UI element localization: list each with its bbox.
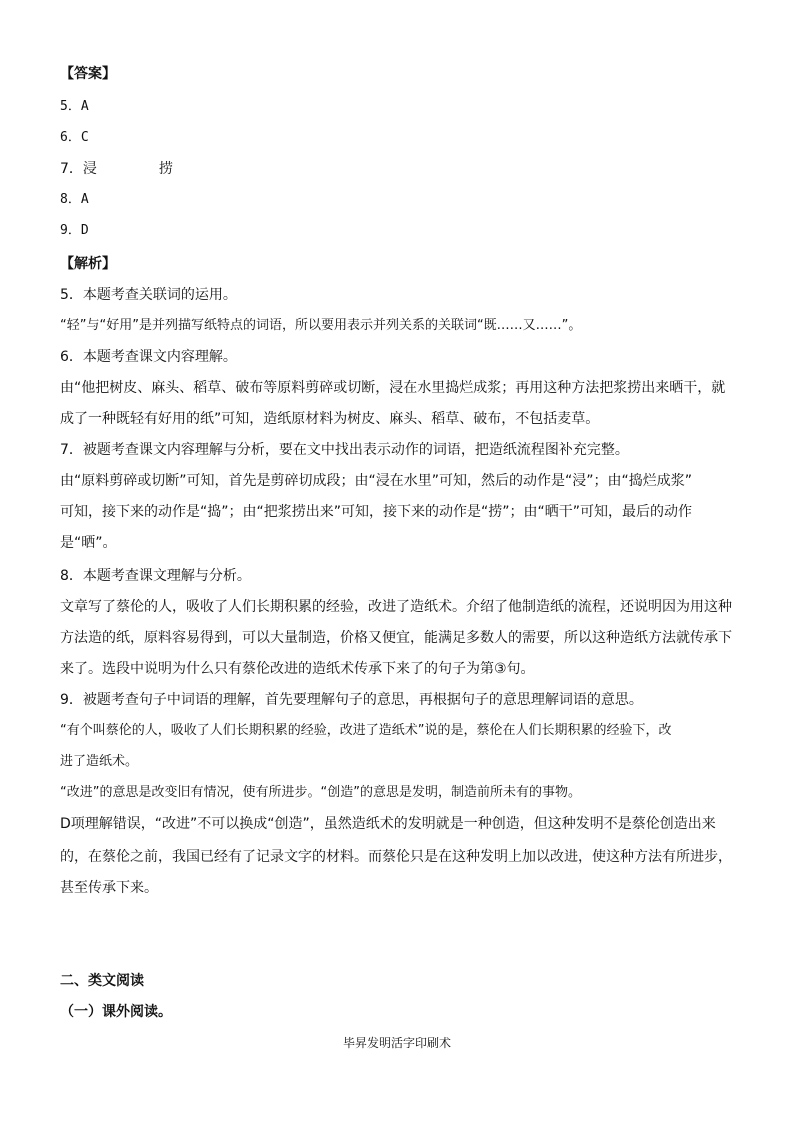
analysis-q9-line6: 甚至传承下来。 (60, 880, 158, 896)
answer-header: 【答案】 (60, 66, 116, 82)
answer-7-first: 7．浸 (60, 161, 97, 177)
answer-9: 9．D (60, 223, 89, 238)
section-2-title: 二、类文阅读 (60, 973, 144, 989)
analysis-q7-line2: 可知，接下来的动作是“捣”；由“把浆捞出来”可知，接下来的动作是“捞”；由“晒干”可知，最后的动作 (60, 504, 693, 520)
answer-7 (60, 159, 173, 179)
analysis-q6-line1: 由“他把树皮、麻头、稻草、破布等原料剪碎或切断，浸在水里捣烂成浆；再用这种方法把浆捞出来晒干，就 (60, 380, 726, 396)
analysis-q8-title: 8．本题考查课文理解与分析。 (60, 568, 251, 584)
analysis-q9-line3: “改进”的意思是改变旧有情况，使有所进步。“创造”的意思是发明，制造前所未有的事物。 (60, 785, 581, 800)
analysis-q8-line1: 文章写了蔡伦的人，吸收了人们长期积累的经验，改进了造纸术。介绍了他制造纸的流程，还说明因为用这种 (60, 599, 732, 615)
analysis-q8-line2: 方法造的纸，原料容易得到，可以大量制造，价格又便宜，能满足多数人的需要，所以这种造纸方法就传承下 (60, 630, 732, 646)
analysis-q9-line5: 的，在蔡伦之前，我国已经有了记录文字的材料。而蔡伦只是在这种发明上加以改进，使这种方法有所进步， (60, 849, 732, 865)
analysis-q9-line2: 进了造纸术。 (60, 754, 139, 769)
answer-7-second: 捞 (158, 161, 173, 177)
analysis-q8-line3: 来了。选段中说明为什么只有蔡伦改进的造纸术传承下来了的句子为第③句。 (60, 661, 535, 677)
analysis-q9-line1: “有个叫蔡伦的人，吸收了人们长期积累的经验，改进了造纸术”说的是，蔡伦在人们长期积累的经验下，改 (60, 723, 672, 738)
answer-6: 6．C (60, 130, 89, 145)
analysis-q6-title: 6．本题考查课文内容理解。 (60, 349, 237, 365)
analysis-q5-body: “轻”与“好用”是并列描写纸特点的词语，所以要用表示并列关系的关联词“既……又……”。 (60, 318, 582, 333)
article-title: 毕昇发明活字印刷术 (342, 1036, 451, 1050)
section-2-subtitle: （一）课外阅读。 (60, 1004, 172, 1020)
answer-8: 8．A (60, 192, 89, 207)
answer-5: 5．A (60, 99, 89, 114)
analysis-q9-title: 9．被题考查句子中词语的理解，首先要理解句子的意思，再根据句子的意思理解词语的意思。 (60, 692, 643, 708)
analysis-q5-title: 5．本题考查关联词的运用。 (60, 287, 237, 303)
analysis-q6-line2: 成了一种既轻有好用的纸”可知，造纸原材料为树皮、麻头、稻草、破布，不包括麦草。 (60, 411, 600, 427)
analysis-header: 【解析】 (60, 256, 116, 272)
analysis-q7-line1: 由“原料剪碎或切断”可知，首先是剪碎切成段；由“浸在水里”可知，然后的动作是“浸”；由“捣烂成浆” (60, 473, 693, 489)
analysis-q9-line4: D项理解错误，“改进”不可以换成“创造”，虽然造纸术的发明就是一种创造，但这种发明不是蔡伦创造出来 (60, 816, 716, 832)
analysis-q7-title: 7．被题考查课文内容理解与分析，要在文中找出表示动作的词语，把造纸流程图补充完整。 (60, 442, 629, 458)
analysis-q7-line3: 是“晒”。 (60, 535, 117, 551)
